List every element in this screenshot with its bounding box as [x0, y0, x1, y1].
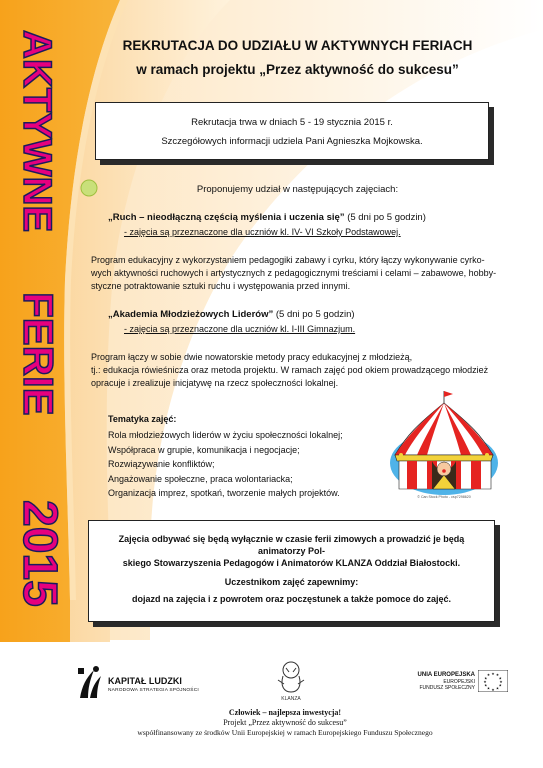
svg-text:★: ★: [491, 687, 495, 692]
activity2-desc-line: Program łączy w sobie dwie nowatorskie metody pracy edukacyjnej z młodzieżą,: [91, 352, 413, 362]
topic-item: Organizacja imprez, spotkań, tworzenie małych projektów.: [108, 488, 340, 498]
activity2-desc-line: opracuje i zrealizuje inicjatywę na rzecz społeczności lokalnej.: [91, 378, 339, 388]
activity2-duration: (5 dni po 5 godzin): [275, 309, 355, 320]
bottom-line: Zajęcia odbywać się będą wyłącznie w czasie ferii zimowych a prowadzić je będą animatorzy Pol-: [118, 534, 465, 556]
kapital-ludzki-title: KAPITAŁ LUDZKI: [108, 676, 182, 686]
svg-text:★: ★: [499, 680, 503, 684]
svg-text:★: ★: [491, 672, 495, 676]
klanza-logo-text: KLANZA: [281, 696, 301, 702]
banner-ferie: FERIE: [15, 292, 62, 416]
svg-text:★: ★: [483, 680, 487, 684]
svg-text:★: ★: [484, 683, 488, 688]
topic-item: Rozwiązywanie konfliktów;: [108, 459, 215, 469]
topic-item: Współpraca w grupie, komunikacja i negocjacje;: [108, 444, 300, 455]
activity1-duration: (5 dni po 5 godzin): [347, 212, 426, 223]
topics-heading: Tematyka zajęć:: [108, 414, 177, 424]
activity1-desc-line: wych aktywności ruchowych i artystycznych z pedagogicznymi treściami i celami – zabawowe, hobby-: [91, 268, 497, 278]
eu-subtitle-2: FUNDUSZ SPOŁECZNY: [419, 685, 475, 691]
provisions-heading: Uczestnikom zajęć zapewnimy:: [224, 577, 359, 587]
eu-title: UNIA EUROPEJSKA: [417, 672, 475, 678]
activity1-name: „Ruch – nieodłączną częścią myślenia i uczenia się”: [108, 212, 345, 223]
activity1-desc-line: Program edukacyjny z wykorzystaniem pedagogiki zabawy i cyrku, który łączy wykonywanie cyrko-: [91, 255, 485, 265]
footer-slogan: Człowiek – najlepsza inwestycja!: [228, 708, 342, 717]
illustration-caption: © Can Stock Photo - csp7298620: [417, 495, 471, 499]
bottom-line: skiego Stowarzyszenia Pedagogów i Animatorów KLANZA Oddział Białostocki.: [122, 558, 461, 568]
activity1-heading: [108, 211, 508, 224]
page-title: REKRUTACJA DO UDZIAŁU W AKTYWNYCH FERIACH: [122, 38, 473, 53]
kapital-ludzki-subtitle: NARODOWA STRATEGIA SPÓJNOŚCI: [108, 688, 199, 693]
svg-text:★: ★: [498, 683, 502, 688]
footer-project: Projekt „Przez aktywność do sukcesu”: [223, 718, 347, 727]
svg-text:★: ★: [486, 686, 491, 691]
banner-2015: 2015: [13, 500, 66, 607]
activity2-audience: - zajęcia są przeznaczone dla uczniów kl. I-III Gimnazjum.: [124, 324, 356, 334]
topics-list: [108, 428, 388, 501]
page-subtitle: w ramach projektu „Przez aktywność do sukcesu”: [136, 62, 459, 77]
provisions-list: dojazd na zajęcia i z powrotem oraz poczęstunek a także pomoce do zajęć.: [131, 594, 452, 604]
eu-subtitle-1: EUROPEJSKI: [443, 679, 475, 685]
topic-item: Angażowanie społeczne, praca wolontariacka;: [108, 473, 293, 484]
eu-flag-icon: [478, 670, 508, 692]
activity1-desc-line: styczne potraktowanie sztuki ruchu i występowania przed innymi.: [91, 281, 351, 291]
intro-text: Proponujemy udział w następujących zajęciach:: [196, 184, 399, 195]
klanza-logo-icon: [272, 658, 310, 702]
info-box: [95, 102, 489, 160]
animators-info: [95, 533, 488, 569]
svg-text:★: ★: [495, 686, 500, 691]
svg-text:★: ★: [484, 676, 488, 681]
svg-text:★: ★: [486, 673, 491, 678]
svg-text:★: ★: [498, 676, 502, 681]
kapital-ludzki-logo-icon: [76, 664, 104, 700]
circus-tent-illustration: [387, 385, 502, 502]
activity2-name: „Akademia Młodzieżowych Liderów”: [108, 309, 274, 320]
activity2-desc-line: tj.: edukacja rówieśnicza oraz metoda projektu. W ramach zajęć pod okiem prowadzącego młodzież: [91, 365, 489, 375]
activity1-description: [91, 254, 509, 293]
banner-aktywne: AKTYWNE: [15, 30, 59, 233]
topic-item: Rola młodzieżowych liderów w życiu społeczności lokalnej;: [108, 430, 343, 440]
eu-text: [385, 672, 475, 691]
bottom-info-box: [88, 520, 495, 622]
activity2-heading: [108, 308, 508, 321]
recruitment-dates: Rekrutacja trwa w dniach 5 - 19 stycznia 2015 r.: [191, 117, 393, 128]
activity1-audience: - zajęcia są przeznaczone dla uczniów kl. IV- VI Szkoły Podstawowej.: [124, 227, 401, 237]
contact-info: Szczegółowych informacji udziela Pani Agnieszka Mojkowska.: [161, 136, 423, 147]
vertical-banner: [6, 30, 86, 660]
svg-text:★: ★: [495, 673, 500, 678]
footer: [50, 650, 520, 762]
footer-cofinance: współfinansowany ze środków Unii Europejskiej w ramach Europejskiego Funduszu Społecznego: [137, 728, 433, 737]
